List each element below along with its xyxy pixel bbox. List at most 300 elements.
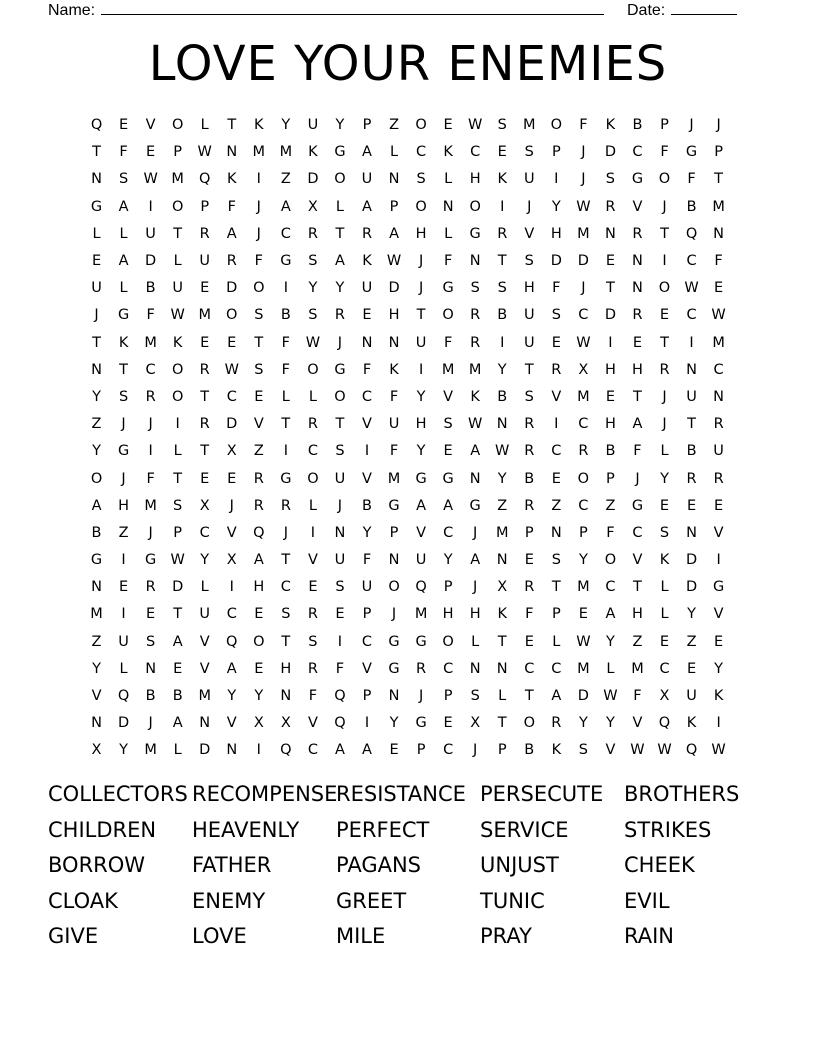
grid-letter[interactable]: T — [524, 361, 534, 378]
grid-letter[interactable]: S — [470, 688, 480, 705]
grid-letter[interactable]: Y — [578, 715, 588, 732]
grid-letter[interactable]: F — [579, 117, 588, 134]
grid-letter[interactable]: T — [605, 280, 615, 297]
grid-letter[interactable]: V — [226, 524, 237, 541]
grid-letter[interactable]: C — [226, 388, 237, 405]
grid-letter[interactable]: U — [686, 688, 697, 705]
grid-letter[interactable]: G — [334, 361, 346, 378]
grid-letter[interactable]: N — [388, 334, 400, 351]
grid-letter[interactable]: J — [689, 117, 694, 134]
grid-letter[interactable]: C — [524, 660, 535, 677]
grid-letter[interactable]: P — [443, 579, 453, 596]
grid-letter[interactable]: L — [173, 253, 182, 270]
grid-letter[interactable]: A — [172, 633, 183, 650]
grid-letter[interactable]: H — [388, 307, 400, 324]
grid-letter[interactable]: V — [713, 524, 724, 541]
grid-letter[interactable]: F — [254, 253, 263, 270]
grid-letter[interactable]: C — [578, 307, 589, 324]
grid-letter[interactable]: V — [199, 660, 210, 677]
grid-letter[interactable]: R — [713, 416, 724, 433]
grid-letter[interactable]: Z — [632, 633, 643, 650]
grid-letter[interactable]: Y — [578, 552, 588, 569]
grid-letter[interactable]: R — [470, 334, 481, 351]
grid-letter[interactable]: J — [256, 225, 261, 242]
grid-letter[interactable]: H — [253, 579, 265, 596]
grid-letter[interactable]: E — [686, 660, 697, 677]
grid-letter[interactable]: R — [253, 497, 264, 514]
grid-letter[interactable]: R — [334, 307, 345, 324]
grid-letter[interactable]: E — [443, 443, 453, 460]
grid-letter[interactable]: N — [469, 253, 481, 270]
grid-letter[interactable]: O — [415, 198, 427, 215]
grid-letter[interactable]: L — [444, 171, 453, 188]
grid-letter[interactable]: J — [256, 198, 261, 215]
grid-letter[interactable]: V — [632, 198, 643, 215]
grid-letter[interactable]: K — [686, 715, 697, 732]
grid-letter[interactable]: F — [714, 253, 723, 270]
grid-letter[interactable]: I — [283, 280, 288, 297]
grid-letter[interactable]: N — [496, 416, 508, 433]
grid-letter[interactable]: O — [577, 470, 590, 487]
grid-letter[interactable]: G — [117, 443, 130, 460]
grid-letter[interactable]: R — [280, 497, 291, 514]
grid-letter[interactable]: E — [254, 388, 264, 405]
grid-letter[interactable]: A — [172, 715, 183, 732]
grid-letter[interactable]: G — [388, 497, 400, 514]
grid-letter[interactable]: M — [414, 606, 428, 623]
grid-letter[interactable]: F — [443, 253, 453, 270]
grid-letter[interactable]: P — [173, 524, 183, 541]
grid-letter[interactable]: P — [200, 198, 210, 215]
grid-letter[interactable]: E — [524, 552, 534, 569]
grid-letter[interactable]: D — [577, 688, 589, 705]
grid-letter[interactable]: K — [497, 171, 507, 188]
grid-letter[interactable]: M — [441, 361, 455, 378]
grid-letter[interactable]: R — [524, 579, 535, 596]
grid-letter[interactable]: O — [523, 715, 535, 732]
grid-letter[interactable]: W — [170, 307, 185, 324]
grid-letter[interactable]: O — [253, 280, 265, 297]
grid-letter[interactable]: B — [686, 198, 697, 215]
grid-letter[interactable]: E — [497, 144, 507, 161]
grid-letter[interactable]: A — [118, 253, 129, 270]
grid-letter[interactable]: N — [686, 361, 697, 378]
grid-letter[interactable]: Y — [497, 361, 507, 378]
grid-letter[interactable]: J — [148, 416, 153, 433]
grid-letter[interactable]: O — [658, 171, 671, 188]
grid-letter[interactable]: N — [604, 225, 616, 242]
grid-letter[interactable]: Z — [686, 633, 697, 650]
grid-letter[interactable]: U — [523, 171, 535, 188]
grid-letter[interactable]: W — [576, 198, 591, 215]
grid-letter[interactable]: X — [497, 579, 508, 596]
grid-letter[interactable]: G — [334, 144, 346, 161]
grid-letter[interactable]: U — [361, 579, 373, 596]
grid-letter[interactable]: K — [227, 171, 237, 188]
grid-letter[interactable]: E — [146, 144, 156, 161]
grid-letter[interactable]: L — [389, 144, 399, 161]
grid-letter[interactable]: A — [362, 144, 372, 161]
grid-letter[interactable]: Y — [714, 660, 724, 677]
grid-letter[interactable]: G — [415, 470, 427, 487]
grid-letter[interactable]: M — [252, 144, 266, 161]
grid-letter[interactable]: E — [118, 117, 129, 134]
grid-letter[interactable]: T — [497, 633, 507, 650]
grid-letter[interactable]: U — [523, 334, 535, 351]
grid-letter[interactable]: S — [118, 171, 129, 188]
grid-letter[interactable]: O — [334, 171, 346, 188]
grid-letter[interactable]: F — [119, 144, 128, 161]
grid-letter[interactable]: M — [577, 388, 590, 405]
grid-letter[interactable]: N — [361, 334, 373, 351]
grid-letter[interactable]: N — [388, 171, 400, 188]
grid-letter[interactable]: L — [119, 280, 128, 297]
grid-letter[interactable]: Z — [118, 524, 129, 541]
grid-letter[interactable]: W — [386, 253, 402, 270]
grid-letter[interactable]: S — [524, 388, 534, 405]
grid-letter[interactable]: F — [687, 171, 696, 188]
grid-letter[interactable]: V — [226, 715, 237, 732]
grid-letter[interactable]: R — [659, 361, 670, 378]
grid-letter[interactable]: E — [91, 253, 102, 270]
grid-letter[interactable]: V — [524, 225, 535, 242]
grid-letter[interactable]: S — [551, 552, 561, 569]
grid-letter[interactable]: G — [90, 198, 103, 215]
grid-letter[interactable]: I — [283, 443, 288, 460]
grid-letter[interactable]: T — [524, 688, 534, 705]
grid-letter[interactable]: J — [581, 171, 586, 188]
grid-letter[interactable]: E — [227, 470, 237, 487]
grid-letter[interactable]: X — [578, 361, 589, 378]
grid-letter[interactable]: C — [416, 144, 427, 161]
grid-letter[interactable]: N — [91, 171, 102, 188]
grid-letter[interactable]: I — [121, 606, 126, 623]
grid-letter[interactable]: O — [442, 307, 454, 324]
grid-letter[interactable]: R — [551, 715, 562, 732]
grid-letter[interactable]: C — [551, 443, 562, 460]
grid-letter[interactable]: G — [388, 633, 400, 650]
grid-letter[interactable]: C — [443, 742, 454, 759]
grid-letter[interactable]: Y — [605, 715, 615, 732]
grid-letter[interactable]: W — [305, 334, 321, 351]
grid-letter[interactable]: V — [362, 470, 372, 487]
grid-letter[interactable]: B — [280, 307, 291, 324]
grid-letter[interactable]: P — [362, 606, 372, 623]
grid-letter[interactable]: V — [713, 606, 724, 623]
grid-letter[interactable]: G — [685, 144, 698, 161]
grid-letter[interactable]: E — [714, 633, 724, 650]
grid-letter[interactable]: L — [173, 742, 182, 759]
grid-letter[interactable]: W — [468, 416, 483, 433]
grid-letter[interactable]: F — [281, 334, 291, 351]
grid-letter[interactable]: H — [523, 280, 535, 297]
grid-letter[interactable]: G — [280, 253, 292, 270]
grid-letter[interactable]: B — [605, 443, 616, 460]
grid-letter[interactable]: I — [337, 633, 343, 650]
grid-letter[interactable]: U — [523, 307, 535, 324]
grid-letter[interactable]: I — [310, 524, 316, 541]
grid-letter[interactable]: S — [497, 117, 507, 134]
grid-letter[interactable]: S — [470, 280, 480, 297]
grid-letter[interactable]: O — [90, 470, 103, 487]
grid-letter[interactable]: R — [226, 253, 237, 270]
grid-letter[interactable]: U — [415, 334, 427, 351]
grid-letter[interactable]: E — [605, 253, 615, 270]
grid-letter[interactable]: A — [632, 416, 643, 433]
grid-letter[interactable]: J — [418, 688, 424, 705]
grid-letter[interactable]: S — [659, 524, 670, 541]
grid-letter[interactable]: N — [388, 688, 400, 705]
grid-letter[interactable]: F — [146, 470, 155, 487]
grid-letter[interactable]: B — [145, 280, 156, 297]
grid-letter[interactable]: D — [577, 253, 589, 270]
grid-letter[interactable]: L — [92, 225, 101, 242]
grid-letter[interactable]: T — [227, 117, 237, 134]
grid-letter[interactable]: Z — [551, 497, 562, 514]
grid-letter[interactable]: E — [200, 334, 210, 351]
grid-letter[interactable]: W — [576, 334, 591, 351]
grid-letter[interactable]: A — [362, 198, 372, 215]
grid-letter[interactable]: Y — [389, 715, 399, 732]
grid-letter[interactable]: A — [91, 497, 102, 514]
grid-letter[interactable]: E — [714, 280, 724, 297]
grid-letter[interactable]: F — [146, 307, 155, 324]
grid-letter[interactable]: C — [686, 307, 697, 324]
grid-letter[interactable]: J — [418, 253, 424, 270]
grid-letter[interactable]: J — [418, 280, 424, 297]
grid-letter[interactable]: T — [660, 334, 669, 351]
grid-letter[interactable]: A — [334, 253, 345, 270]
grid-letter[interactable]: F — [362, 361, 372, 378]
grid-letter[interactable]: G — [144, 552, 157, 569]
grid-letter[interactable]: Q — [90, 117, 103, 134]
grid-letter[interactable]: C — [145, 361, 156, 378]
grid-letter[interactable]: S — [308, 253, 318, 270]
grid-letter[interactable]: U — [145, 225, 156, 242]
grid-letter[interactable]: E — [659, 633, 670, 650]
grid-letter[interactable]: F — [389, 388, 399, 405]
grid-letter[interactable]: M — [144, 334, 157, 351]
grid-letter[interactable]: F — [660, 144, 669, 161]
grid-letter[interactable]: R — [199, 361, 210, 378]
grid-letter[interactable]: C — [632, 524, 643, 541]
grid-letter[interactable]: R — [199, 416, 210, 433]
grid-letter[interactable]: L — [308, 497, 317, 514]
grid-letter[interactable]: G — [415, 715, 427, 732]
grid-letter[interactable]: Z — [389, 117, 399, 134]
grid-letter[interactable]: S — [281, 606, 291, 623]
grid-letter[interactable]: I — [121, 552, 126, 569]
grid-letter[interactable]: R — [307, 225, 318, 242]
grid-letter[interactable]: K — [389, 361, 399, 378]
grid-letter[interactable]: D — [226, 280, 238, 297]
grid-letter[interactable]: C — [307, 443, 318, 460]
grid-letter[interactable]: L — [119, 660, 128, 677]
grid-letter[interactable]: H — [632, 606, 643, 623]
grid-letter[interactable]: P — [551, 144, 561, 161]
grid-letter[interactable]: B — [172, 688, 183, 705]
grid-letter[interactable]: V — [362, 416, 372, 433]
grid-letter[interactable]: K — [254, 117, 264, 134]
grid-letter[interactable]: J — [283, 524, 288, 541]
grid-letter[interactable]: L — [444, 225, 453, 242]
grid-letter[interactable]: M — [577, 225, 590, 242]
grid-letter[interactable]: Y — [443, 552, 453, 569]
grid-letter[interactable]: M — [495, 524, 509, 541]
grid-letter[interactable]: S — [416, 171, 426, 188]
grid-letter[interactable]: Z — [497, 497, 508, 514]
grid-letter[interactable]: S — [308, 307, 318, 324]
grid-letter[interactable]: T — [335, 225, 345, 242]
grid-letter[interactable]: N — [632, 253, 643, 270]
grid-letter[interactable]: Z — [605, 497, 616, 514]
grid-letter[interactable]: G — [388, 660, 400, 677]
grid-letter[interactable]: U — [686, 388, 697, 405]
grid-letter[interactable]: C — [280, 579, 291, 596]
grid-letter[interactable]: P — [578, 524, 588, 541]
grid-letter[interactable]: I — [554, 416, 559, 433]
grid-letter[interactable]: C — [632, 144, 643, 161]
grid-letter[interactable]: X — [307, 198, 318, 215]
grid-letter[interactable]: H — [604, 416, 616, 433]
grid-letter[interactable]: Y — [281, 117, 291, 134]
grid-letter[interactable]: J — [148, 715, 153, 732]
grid-letter[interactable]: O — [415, 117, 427, 134]
grid-letter[interactable]: G — [442, 470, 454, 487]
grid-letter[interactable]: K — [605, 117, 616, 134]
grid-letter[interactable]: T — [281, 552, 291, 569]
grid-letter[interactable]: N — [496, 660, 508, 677]
grid-letter[interactable]: P — [362, 688, 372, 705]
grid-letter[interactable]: W — [657, 742, 672, 759]
grid-letter[interactable]: D — [550, 253, 562, 270]
grid-letter[interactable]: U — [713, 443, 724, 460]
grid-letter[interactable]: O — [658, 280, 671, 297]
grid-letter[interactable]: D — [685, 552, 698, 569]
grid-letter[interactable]: G — [469, 497, 481, 514]
grid-letter[interactable]: A — [470, 443, 481, 460]
grid-letter[interactable]: K — [713, 688, 724, 705]
grid-letter[interactable]: T — [200, 388, 210, 405]
grid-letter[interactable]: I — [148, 443, 153, 460]
grid-letter[interactable]: S — [254, 361, 264, 378]
grid-letter[interactable]: O — [171, 388, 184, 405]
grid-letter[interactable]: X — [470, 715, 481, 732]
grid-letter[interactable]: J — [716, 117, 721, 134]
grid-letter[interactable]: L — [471, 633, 480, 650]
grid-letter[interactable]: T — [254, 334, 264, 351]
grid-letter[interactable]: G — [90, 552, 103, 569]
grid-letter[interactable]: B — [686, 443, 697, 460]
date-blank-line[interactable] — [671, 0, 737, 15]
grid-letter[interactable]: J — [662, 198, 667, 215]
grid-letter[interactable]: O — [604, 552, 617, 569]
grid-letter[interactable]: I — [364, 443, 370, 460]
grid-letter[interactable]: J — [581, 144, 586, 161]
grid-letter[interactable]: R — [361, 225, 373, 242]
grid-letter[interactable]: K — [659, 552, 670, 569]
grid-letter[interactable]: O — [253, 633, 265, 650]
grid-letter[interactable]: G — [469, 225, 481, 242]
grid-letter[interactable]: W — [224, 361, 239, 378]
grid-letter[interactable]: C — [659, 660, 670, 677]
grid-letter[interactable]: J — [94, 307, 99, 324]
grid-letter[interactable]: P — [173, 144, 183, 161]
grid-letter[interactable]: B — [497, 388, 508, 405]
grid-letter[interactable]: C — [280, 225, 291, 242]
grid-letter[interactable]: W — [711, 307, 726, 324]
grid-letter[interactable]: F — [633, 688, 642, 705]
grid-letter[interactable]: B — [524, 470, 535, 487]
grid-letter[interactable]: W — [495, 443, 510, 460]
grid-letter[interactable]: A — [416, 497, 427, 514]
grid-letter[interactable]: E — [686, 497, 697, 514]
grid-letter[interactable]: I — [418, 361, 424, 378]
grid-letter[interactable]: T — [173, 225, 183, 242]
grid-letter[interactable]: U — [91, 280, 102, 297]
grid-letter[interactable]: E — [254, 660, 264, 677]
grid-letter[interactable]: G — [712, 579, 725, 596]
grid-letter[interactable]: P — [660, 117, 669, 134]
grid-letter[interactable]: I — [689, 334, 694, 351]
grid-letter[interactable]: Y — [551, 198, 561, 215]
grid-letter[interactable]: M — [90, 606, 103, 623]
grid-letter[interactable]: W — [630, 742, 645, 759]
grid-letter[interactable]: J — [581, 280, 586, 297]
grid-letter[interactable]: C — [470, 144, 481, 161]
grid-letter[interactable]: J — [337, 334, 343, 351]
grid-letter[interactable]: U — [334, 470, 346, 487]
grid-letter[interactable]: E — [200, 470, 210, 487]
grid-letter[interactable]: D — [604, 307, 616, 324]
grid-letter[interactable]: S — [118, 388, 129, 405]
grid-letter[interactable]: L — [660, 606, 669, 623]
grid-letter[interactable]: T — [92, 144, 101, 161]
grid-letter[interactable]: N — [91, 361, 102, 378]
grid-letter[interactable]: M — [198, 307, 211, 324]
grid-letter[interactable]: H — [415, 416, 427, 433]
grid-letter[interactable]: I — [364, 715, 370, 732]
grid-letter[interactable]: R — [686, 470, 697, 487]
grid-letter[interactable]: Q — [199, 171, 211, 188]
grid-letter[interactable]: L — [335, 198, 344, 215]
grid-letter[interactable]: N — [632, 280, 643, 297]
grid-letter[interactable]: M — [577, 579, 590, 596]
grid-letter[interactable]: A — [389, 225, 399, 242]
grid-letter[interactable]: D — [145, 253, 157, 270]
grid-letter[interactable]: V — [416, 524, 427, 541]
grid-letter[interactable]: A — [443, 497, 454, 514]
grid-letter[interactable]: L — [119, 225, 128, 242]
grid-letter[interactable]: U — [388, 416, 400, 433]
grid-letter[interactable]: R — [416, 660, 427, 677]
grid-letter[interactable]: G — [442, 280, 454, 297]
grid-letter[interactable]: N — [388, 552, 400, 569]
grid-letter[interactable]: E — [578, 606, 588, 623]
grid-letter[interactable]: U — [361, 171, 373, 188]
grid-letter[interactable]: A — [226, 660, 237, 677]
grid-letter[interactable]: N — [713, 225, 725, 242]
grid-letter[interactable]: M — [144, 742, 157, 759]
grid-letter[interactable]: V — [145, 117, 156, 134]
grid-letter[interactable]: T — [551, 579, 561, 596]
grid-letter[interactable]: N — [469, 660, 481, 677]
grid-letter[interactable]: T — [335, 416, 345, 433]
grid-letter[interactable]: I — [554, 171, 559, 188]
grid-letter[interactable]: O — [226, 307, 238, 324]
grid-letter[interactable]: M — [171, 171, 184, 188]
grid-letter[interactable]: S — [578, 742, 588, 759]
